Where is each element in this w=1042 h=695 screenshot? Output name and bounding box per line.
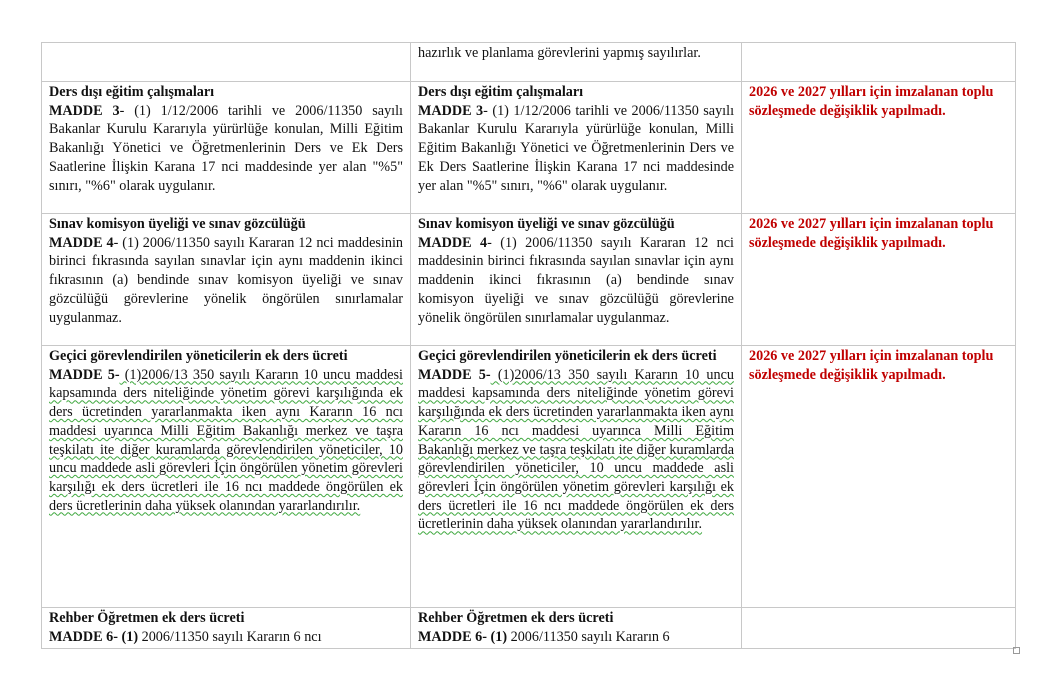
clause-text: (1)2006/13 350 sayılı Kararın 10 uncu maddesi kapsamında ders niteliğinde yönetim görevi karşılığında ek ders ücretinden yararlanmakta iken aynı Kararın 16 ncı maddesi uyarınca Milli Eğitim Bakanlığı merkez ve taşra teşkilatı ite diğer kuramlarda görevlendirilen yöneticiler, 10 uncu maddede asli görevleri İçin öngörülen yönetim görevleri karşılığı ek ders ücretleri ile 16 ncı maddede öngörülen ek ders ücretlerinin daha yüksek olanından yararlandırılır.	[418, 366, 734, 533]
article-label: MADDE 3	[418, 102, 484, 119]
clause-heading: Sınav komisyon üyeliği ve sınav gözcülüğü	[49, 216, 306, 232]
clause-heading: Rehber Öğretmen ek ders ücreti	[49, 610, 245, 626]
note-cell	[742, 608, 1016, 649]
clause-heading: Geçici görevlendirilen yöneticilerin ek ders ücreti	[49, 348, 348, 364]
old-text-cell	[42, 43, 411, 82]
article-label: MADDE 4	[49, 234, 114, 251]
clause-text: 2006/11350 sayılı Kararın 6 ncı	[138, 628, 322, 645]
clause-text: 2006/11350 sayılı Kararın 6	[507, 628, 670, 645]
clause-heading: Sınav komisyon üyeliği ve sınav gözcülüğü	[418, 216, 675, 232]
clause-text: (1)2006/13 350 sayılı Kararın 10 uncu maddesi kapsamında ders niteliğinde yönetim görevi karşılığında ek ders ücretinden yararlanmakta iken aynı Kararın 16 ncı maddesi uyarınca Milli Eğitim Bakanlığı merkez ve taşra teşkilatı ite diğer kuramlarda görevlendirilen yöneticiler, 10 uncu maddede asli görevleri İçin öngörülen yönetim görevleri karşılığı ek ders ücretleri ile 16 ncı maddede öngörülen ek ders ücretlerinin daha yüksek olanından yararlandırılır.	[49, 366, 403, 514]
table-end-marker-icon	[1013, 647, 1020, 654]
clause-text: hazırlık ve planlama görevlerini yapmış sayılırlar.	[418, 45, 701, 61]
article-label: MADDE 4	[418, 234, 488, 251]
note-cell	[742, 43, 1016, 82]
article-label: MADDE 6- (1)	[49, 628, 139, 645]
old-text-cell	[42, 82, 411, 214]
clause-text: - (1) 2006/11350 sayılı Kararan 12 nci maddesinin birinci fıkrasında sayılan sınavlar için aynı maddenin ikinci fıkrasının (a) bendinde sınav komisyon üyeliği ve sınav gözcülüğü görevlerine yönelik öngörülen sınırlamalar uygulanmaz.	[418, 234, 734, 326]
table-row	[42, 608, 1016, 649]
old-text-cell	[42, 346, 411, 608]
note-cell	[742, 214, 1016, 346]
table-row	[42, 43, 1016, 82]
change-note: 2026 ve 2027 yılları için imzalanan toplu sözleşmede değişiklik yapılmadı.	[749, 348, 994, 383]
note-cell	[742, 346, 1016, 608]
new-text-cell	[411, 214, 742, 346]
article-label: MADDE 5-	[49, 366, 120, 383]
new-text-cell	[411, 43, 742, 82]
change-note: 2026 ve 2027 yılları için imzalanan toplu sözleşmede değişiklik yapılmadı.	[749, 216, 994, 251]
article-label: MADDE 6- (1)	[418, 628, 508, 645]
clause-heading: Rehber Öğretmen ek ders ücreti	[418, 610, 614, 626]
new-text-cell	[411, 82, 742, 214]
table-row	[42, 82, 1016, 214]
old-text-cell	[42, 214, 411, 346]
clause-text: - (1) 1/12/2006 tarihli ve 2006/11350 sayılı Bakanlar Kurulu Kararıyla yürürlüğe konulan, Milli Eğitim Bakanlığı Yönetici ve Öğretmenlerinin Ders ve Ek Ders Saatlerine İlişkin Karana 17 nci maddesinde yer alan "%5" sınırı, "%6" olarak uygulanır.	[49, 102, 403, 194]
change-note: 2026 ve 2027 yılları için imzalanan toplu sözleşmede değişiklik yapılmadı.	[749, 84, 994, 119]
clause-heading: Geçici görevlendirilen yöneticilerin ek ders ücreti	[418, 348, 717, 364]
table-row	[42, 346, 1016, 608]
note-cell	[742, 82, 1016, 214]
table-row	[42, 214, 1016, 346]
old-text-cell	[42, 608, 411, 649]
article-label: MADDE 5-	[418, 366, 491, 383]
new-text-cell	[411, 608, 742, 649]
clause-heading: Ders dışı eğitim çalışmaları	[418, 84, 584, 100]
clause-heading: Ders dışı eğitim çalışmaları	[49, 84, 215, 100]
new-text-cell	[411, 346, 742, 608]
article-label: MADDE 3	[49, 102, 120, 119]
clause-text: - (1) 2006/11350 sayılı Kararan 12 nci maddesinin birinci fıkrasında sayılan sınavlar için aynı maddenin ikinci fıkrasının (a) bendinde sınav komisyon üyeliği ve sınav gözcülüğü görevlerine yönelik öngörülen sınırlamalar uygulanmaz.	[49, 234, 404, 326]
comparison-table	[41, 42, 1016, 649]
clause-text: - (1) 1/12/2006 tarihli ve 2006/11350 sayılı Bakanlar Kurulu Kararıyla yürürlüğe konulan, Milli Eğitim Bakanlığı Yönetici ve Öğretmenlerinin Ders ve Ek Ders Saatlerine İlişkin Karana 17 nci maddesinde yer alan "%5" sınırı, "%6" olarak uygulanır.	[418, 102, 735, 194]
